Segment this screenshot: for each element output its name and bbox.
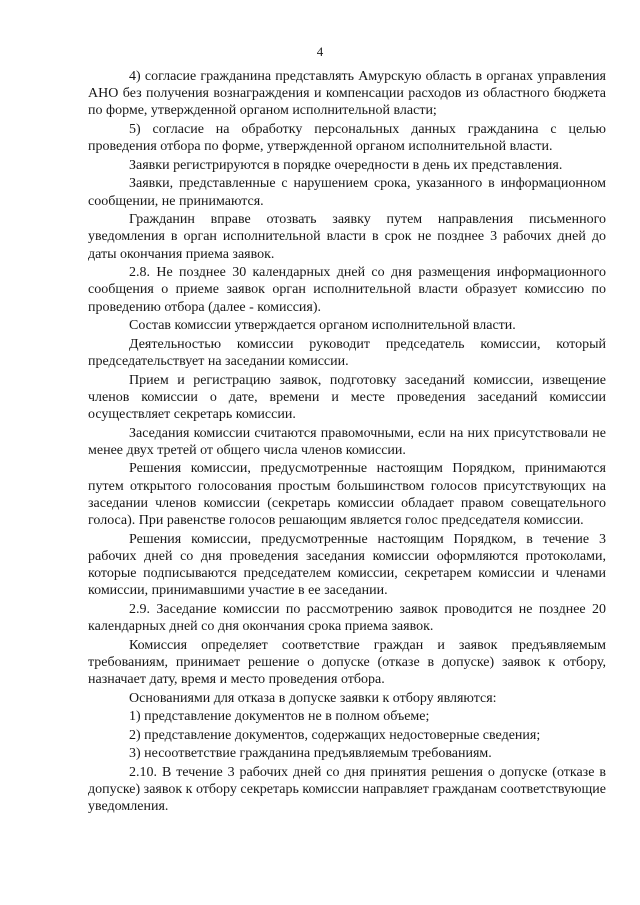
paragraph-ground-3: 3) несоответствие гражданина предъявляемым требованиям. (129, 746, 492, 762)
paragraph-ground-2: 2) представление документов, содержащих недостоверные сведения; (129, 727, 541, 743)
document-body (88, 68, 606, 817)
paragraph-requirements: Комиссия определяет соответствие граждан и заявок предъявляемым требованиям, принимает решение о допуске (отказе в допуске) заявок к отбору, назначает дату, время и место проведения отбора. (88, 637, 606, 687)
paragraph-withdrawal: Гражданин вправе отозвать заявку путем направления письменного уведомления в орган исполнительной власти в срок не позднее 3 рабочих дней до даты окончания приема заявок. (88, 212, 606, 262)
paragraph-secretary: Прием и регистрацию заявок, подготовку заседаний комиссии, извещение членов комиссии о дате, времени и месте проведения заседаний комиссии осуществляет секретарь комиссии. (88, 372, 606, 422)
paragraph-2-10: 2.10. В течение 3 рабочих дней со дня принятия решения о допуске (отказе в допуске) заявок к отбору секретарь комиссии направляет гражданам соответствующие уведомления. (88, 764, 606, 815)
paragraph-item-5: 5) согласие на обработку персональных данных гражданина с целью проведения отбора по форме, утвержденной органом исполнительной власти. (88, 122, 606, 155)
paragraph-refusal-grounds: Основаниями для отказа в допуске заявки к отбору являются: (129, 690, 497, 706)
paragraph-protocols: Решения комиссии, предусмотренные настоящим Порядком, в течение 3 рабочих дней со дня проведения заседания комиссии оформляются протоколами, которые подписываются председателем комиссии, секретарем комиссии и членами комиссии, принимавшими участие в ее заседании. (88, 531, 606, 599)
paragraph-item-4: 4) согласие гражданина представлять Амурскую область в органах управления АНО без получения вознаграждения и компенсации расходов из областного бюджета по форме, утвержденной органом исполнительной власти; (88, 69, 606, 119)
paragraph-late-applications: Заявки, представленные с нарушением срока, указанного в информационном сообщении, не принимаются. (88, 176, 606, 209)
page-number: 4 (316, 44, 324, 59)
paragraph-commission-composition: Состав комиссии утверждается органом исполнительной власти. (129, 318, 516, 334)
paragraph-registration: Заявки регистрируются в порядке очередности в день их представления. (129, 157, 563, 173)
paragraph-2-8: 2.8. Не позднее 30 календарных дней со дня размещения информационного сообщения о приеме заявок орган исполнительной власти образует комиссию по проведению отбора (далее - комиссия). (88, 265, 606, 315)
paragraph-chairman: Деятельностью комиссии руководит председатель комиссии, который председательствует на заседании комиссии. (88, 336, 606, 369)
paragraph-ground-1: 1) представление документов не в полном объеме; (129, 709, 430, 725)
paragraph-voting: Решения комиссии, предусмотренные настоящим Порядком, принимаются путем открытого голосования простым большинством голосов присутствующих на заседании членов комиссии (секретарь комиссии обладает правом совещательного голоса). При равенстве голосов решающим является голос председателя комиссии. (88, 461, 606, 528)
paragraph-quorum: Заседания комиссии считаются правомочными, если на них присутствовали не менее двух третей от общего числа членов комиссии. (88, 425, 606, 458)
paragraph-2-9: 2.9. Заседание комиссии по рассмотрению заявок проводится не позднее 20 календарных дней со дня окончания срока приема заявок. (88, 601, 606, 634)
